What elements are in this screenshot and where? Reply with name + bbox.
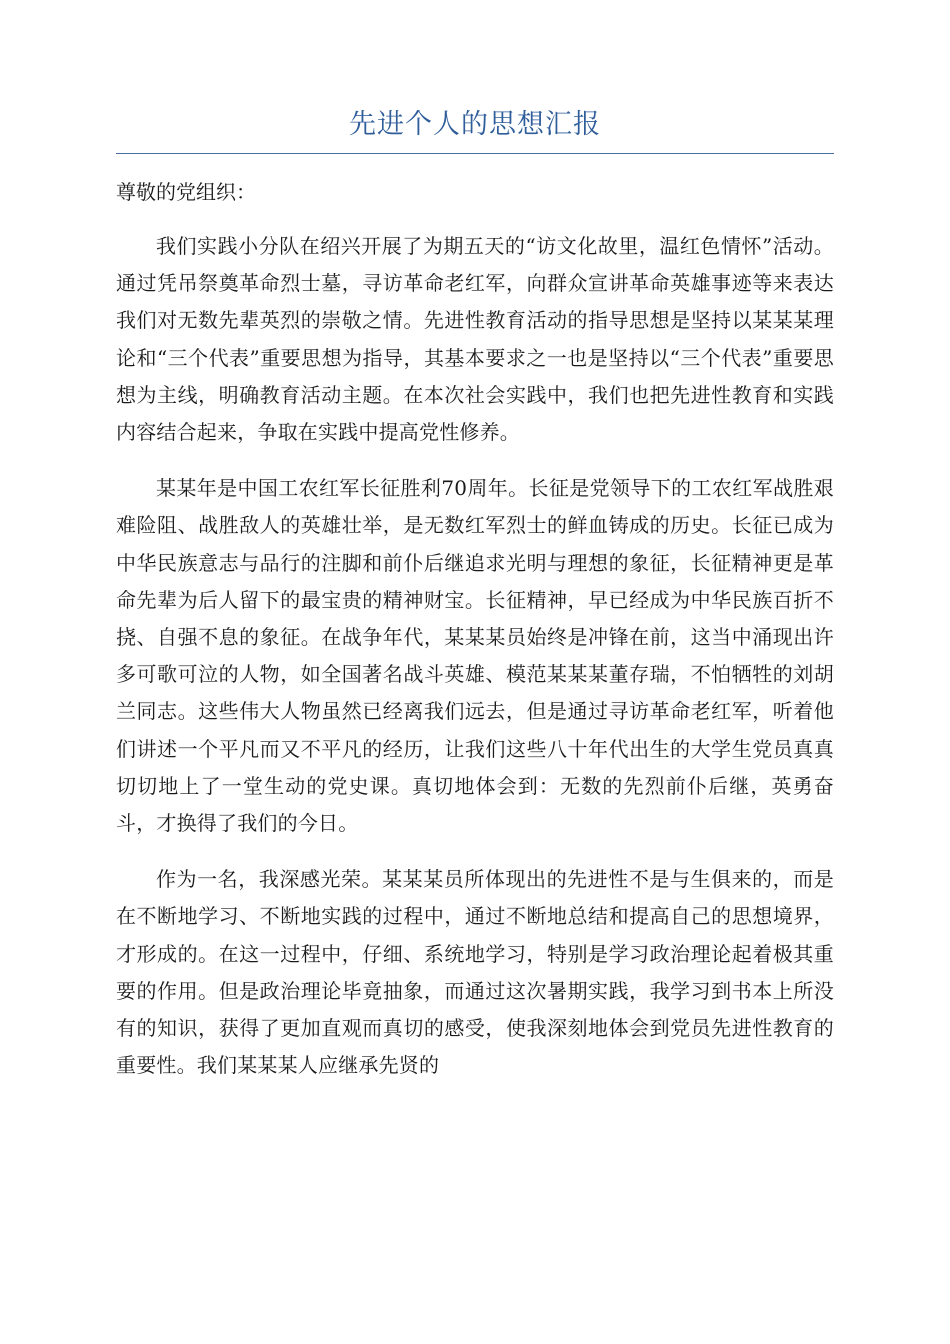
- paragraph-2: 某某年是中国工农红军长征胜利70周年。长征是党领导下的工农红军战胜艰难险阻、战胜敌人的英雄壮举，是无数红军烈士的鲜血铸成的历史。长征已成为中华民族意志与品行的注脚和前仆后继追求光明与理想的象征，长征精神更是革命先辈为后人留下的最宝贵的精神财宝。长征精神，早已经成为中华民族百折不挠、自强不息的象征。在战争年代，某某某员始终是冲锋在前，这当中涌现出许多可歌可泣的人物，如全国著名战斗英雄、模范某某某董存瑞，不怕牺牲的刘胡兰同志。这些伟大人物虽然已经离我们远去，但是通过寻访革命老红军，听着他们讲述一个平凡而又不平凡的经历，让我们这些八十年代出生的大学生党员真真切切地上了一堂生动的党史课。真切地体会到：无数的先烈前仆后继，英勇奋斗，才换得了我们的今日。: [116, 476, 834, 836]
- salutation: 尊敬的党组织：: [116, 180, 256, 204]
- title-block: [116, 96, 834, 154]
- paragraph-1: 我们实践小分队在绍兴开展了为期五天的“访文化故里，温红色情怀”活动。通过凭吊祭奠革命烈士墓，寻访革命老红军，向群众宣讲革命英雄事迹等来表达我们对无数先辈英烈的崇敬之情。先进性教育活动的指导思想是坚持以某某某理论和“三个代表”重要思想为指导，其基本要求之一也是坚持以“三个代表”重要思想为主线，明确教育活动主题。在本次社会实践中，我们也把先进性教育和实践内容结合起来，争取在实践中提高党性修养。: [116, 234, 834, 445]
- document-title: 先进个人的思想汇报: [349, 109, 601, 140]
- document-page: [116, 96, 834, 1103]
- paragraph-3: 作为一名，我深感光荣。某某某员所体现出的先进性不是与生俱来的，而是在不断地学习、不断地实践的过程中，通过不断地总结和提高自己的思想境界，才形成的。在这一过程中，仔细、系统地学习，特别是学习政治理论起着极其重要的作用。但是政治理论毕竟抽象，而通过这次暑期实践，我学习到书本上所没有的知识，获得了更加直观而真切的感受，使我深刻地体会到党员先进性教育的重要性。我们某某某人应继承先贤的: [116, 867, 834, 1078]
